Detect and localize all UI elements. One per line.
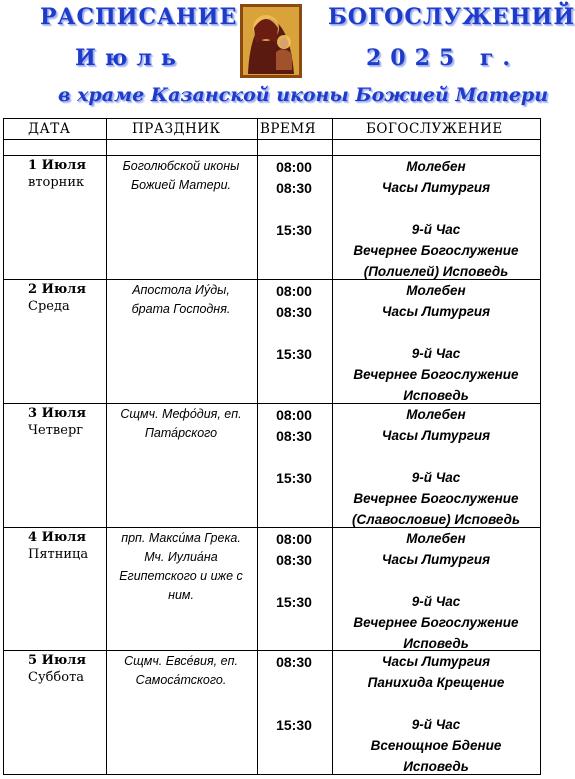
date-label: 2 Июля xyxy=(28,282,86,297)
service-name: Вечернее Богослужение xyxy=(353,491,519,506)
service-name: Молебен xyxy=(406,159,466,174)
service-name: Часы Литургия xyxy=(381,654,491,669)
service-name: Исповедь xyxy=(403,636,469,651)
service-name: Вечернее Богослужение xyxy=(353,615,519,630)
feast-cell xyxy=(111,652,251,690)
table-row-date xyxy=(28,529,88,563)
feast-line: брата Господня. xyxy=(131,302,231,316)
service-name: (Полиелей) Исповедь xyxy=(363,264,509,279)
feast-line: Мч. Иулиа́на xyxy=(144,550,218,564)
service-time: 15:30 xyxy=(276,594,312,610)
feast-line: Сщмч. Мефо́дия, еп. xyxy=(120,407,242,421)
service-name: Часы Литургия xyxy=(381,304,491,319)
service-time: 08:30 xyxy=(276,304,312,320)
feast-cell xyxy=(111,529,251,605)
date-label: 5 Июля xyxy=(28,653,86,668)
service-name: Всенощное Бдение xyxy=(370,738,502,753)
service-name: Панихида Крещение xyxy=(367,675,505,690)
service-time: 15:30 xyxy=(276,346,312,362)
service-name: Вечернее Богослужение xyxy=(353,367,519,382)
feast-line: прп. Макси́ма Грека. xyxy=(121,531,241,545)
column-header-time: ВРЕМЯ xyxy=(260,121,317,137)
weekday-label: вторник xyxy=(28,175,85,190)
service-time: 15:30 xyxy=(276,717,312,733)
service-time: 08:00 xyxy=(276,283,312,299)
table-row-date xyxy=(28,157,86,191)
title-left: РАСПИСАНИЕ xyxy=(40,4,238,30)
feast-line: Сщмч. Евсе́вия, еп. xyxy=(124,654,238,668)
service-name: Часы Литургия xyxy=(381,180,491,195)
icon-image xyxy=(240,4,302,78)
temple-subtitle: в храме Казанской иконы Божией Матери xyxy=(58,84,549,106)
feast-line: Пата́рского xyxy=(144,426,218,440)
service-time: 08:30 xyxy=(276,552,312,568)
service-name: (Славословие) Исповедь xyxy=(352,512,520,527)
column-header-service: БОГОСЛУЖЕНИЕ xyxy=(366,121,503,137)
service-time: 15:30 xyxy=(276,470,312,486)
service-time: 08:00 xyxy=(276,159,312,175)
feast-line: Египетского и иже с xyxy=(119,569,243,583)
weekday-label: Четверг xyxy=(28,423,84,438)
table-row-date xyxy=(28,652,86,686)
service-name: Молебен xyxy=(406,531,466,546)
service-name: 9-й Час xyxy=(411,346,461,361)
service-name: Молебен xyxy=(406,407,466,422)
feast-cell xyxy=(111,281,251,319)
feast-line: ним. xyxy=(168,588,194,602)
month-label: Июль xyxy=(75,45,185,71)
year-label: 2025 г. xyxy=(366,45,520,71)
feast-line: Боголюбской иконы xyxy=(122,159,240,173)
table-row-date xyxy=(28,405,86,439)
service-time: 15:30 xyxy=(276,222,312,238)
service-name: 9-й Час xyxy=(411,222,461,237)
feast-cell xyxy=(111,157,251,195)
date-label: 3 Июля xyxy=(28,406,86,421)
service-name: Молебен xyxy=(406,283,466,298)
schedule-table xyxy=(3,118,541,775)
service-time: 08:30 xyxy=(276,654,312,670)
service-name: Часы Литургия xyxy=(381,428,491,443)
service-name: Исповедь xyxy=(403,759,469,774)
weekday-label: Среда xyxy=(28,299,70,314)
weekday-label: Суббота xyxy=(28,670,85,685)
service-name: 9-й Час xyxy=(411,594,461,609)
feast-line: Самоса́тского. xyxy=(135,673,227,687)
service-name: Исповедь xyxy=(403,388,469,403)
table-row-date xyxy=(28,281,86,315)
title-right: БОГОСЛУЖЕНИЙ xyxy=(328,4,575,30)
service-time: 08:00 xyxy=(276,531,312,547)
date-label: 1 Июля xyxy=(28,158,86,173)
service-time: 08:00 xyxy=(276,407,312,423)
service-name: Часы Литургия xyxy=(381,552,491,567)
column-header-feast: ПРАЗДНИК xyxy=(132,121,221,137)
date-label: 4 Июля xyxy=(28,530,86,545)
service-name: Вечернее Богослужение xyxy=(353,243,519,258)
feast-line: Апостола Иу́ды, xyxy=(132,283,230,297)
feast-cell xyxy=(111,405,251,443)
feast-line: Божией Матери. xyxy=(131,178,231,192)
weekday-label: Пятница xyxy=(28,547,89,562)
service-name: 9-й Час xyxy=(411,717,461,732)
service-name: 9-й Час xyxy=(411,470,461,485)
service-time: 08:30 xyxy=(276,180,312,196)
service-time: 08:30 xyxy=(276,428,312,444)
column-header-date: ДАТА xyxy=(28,121,71,137)
